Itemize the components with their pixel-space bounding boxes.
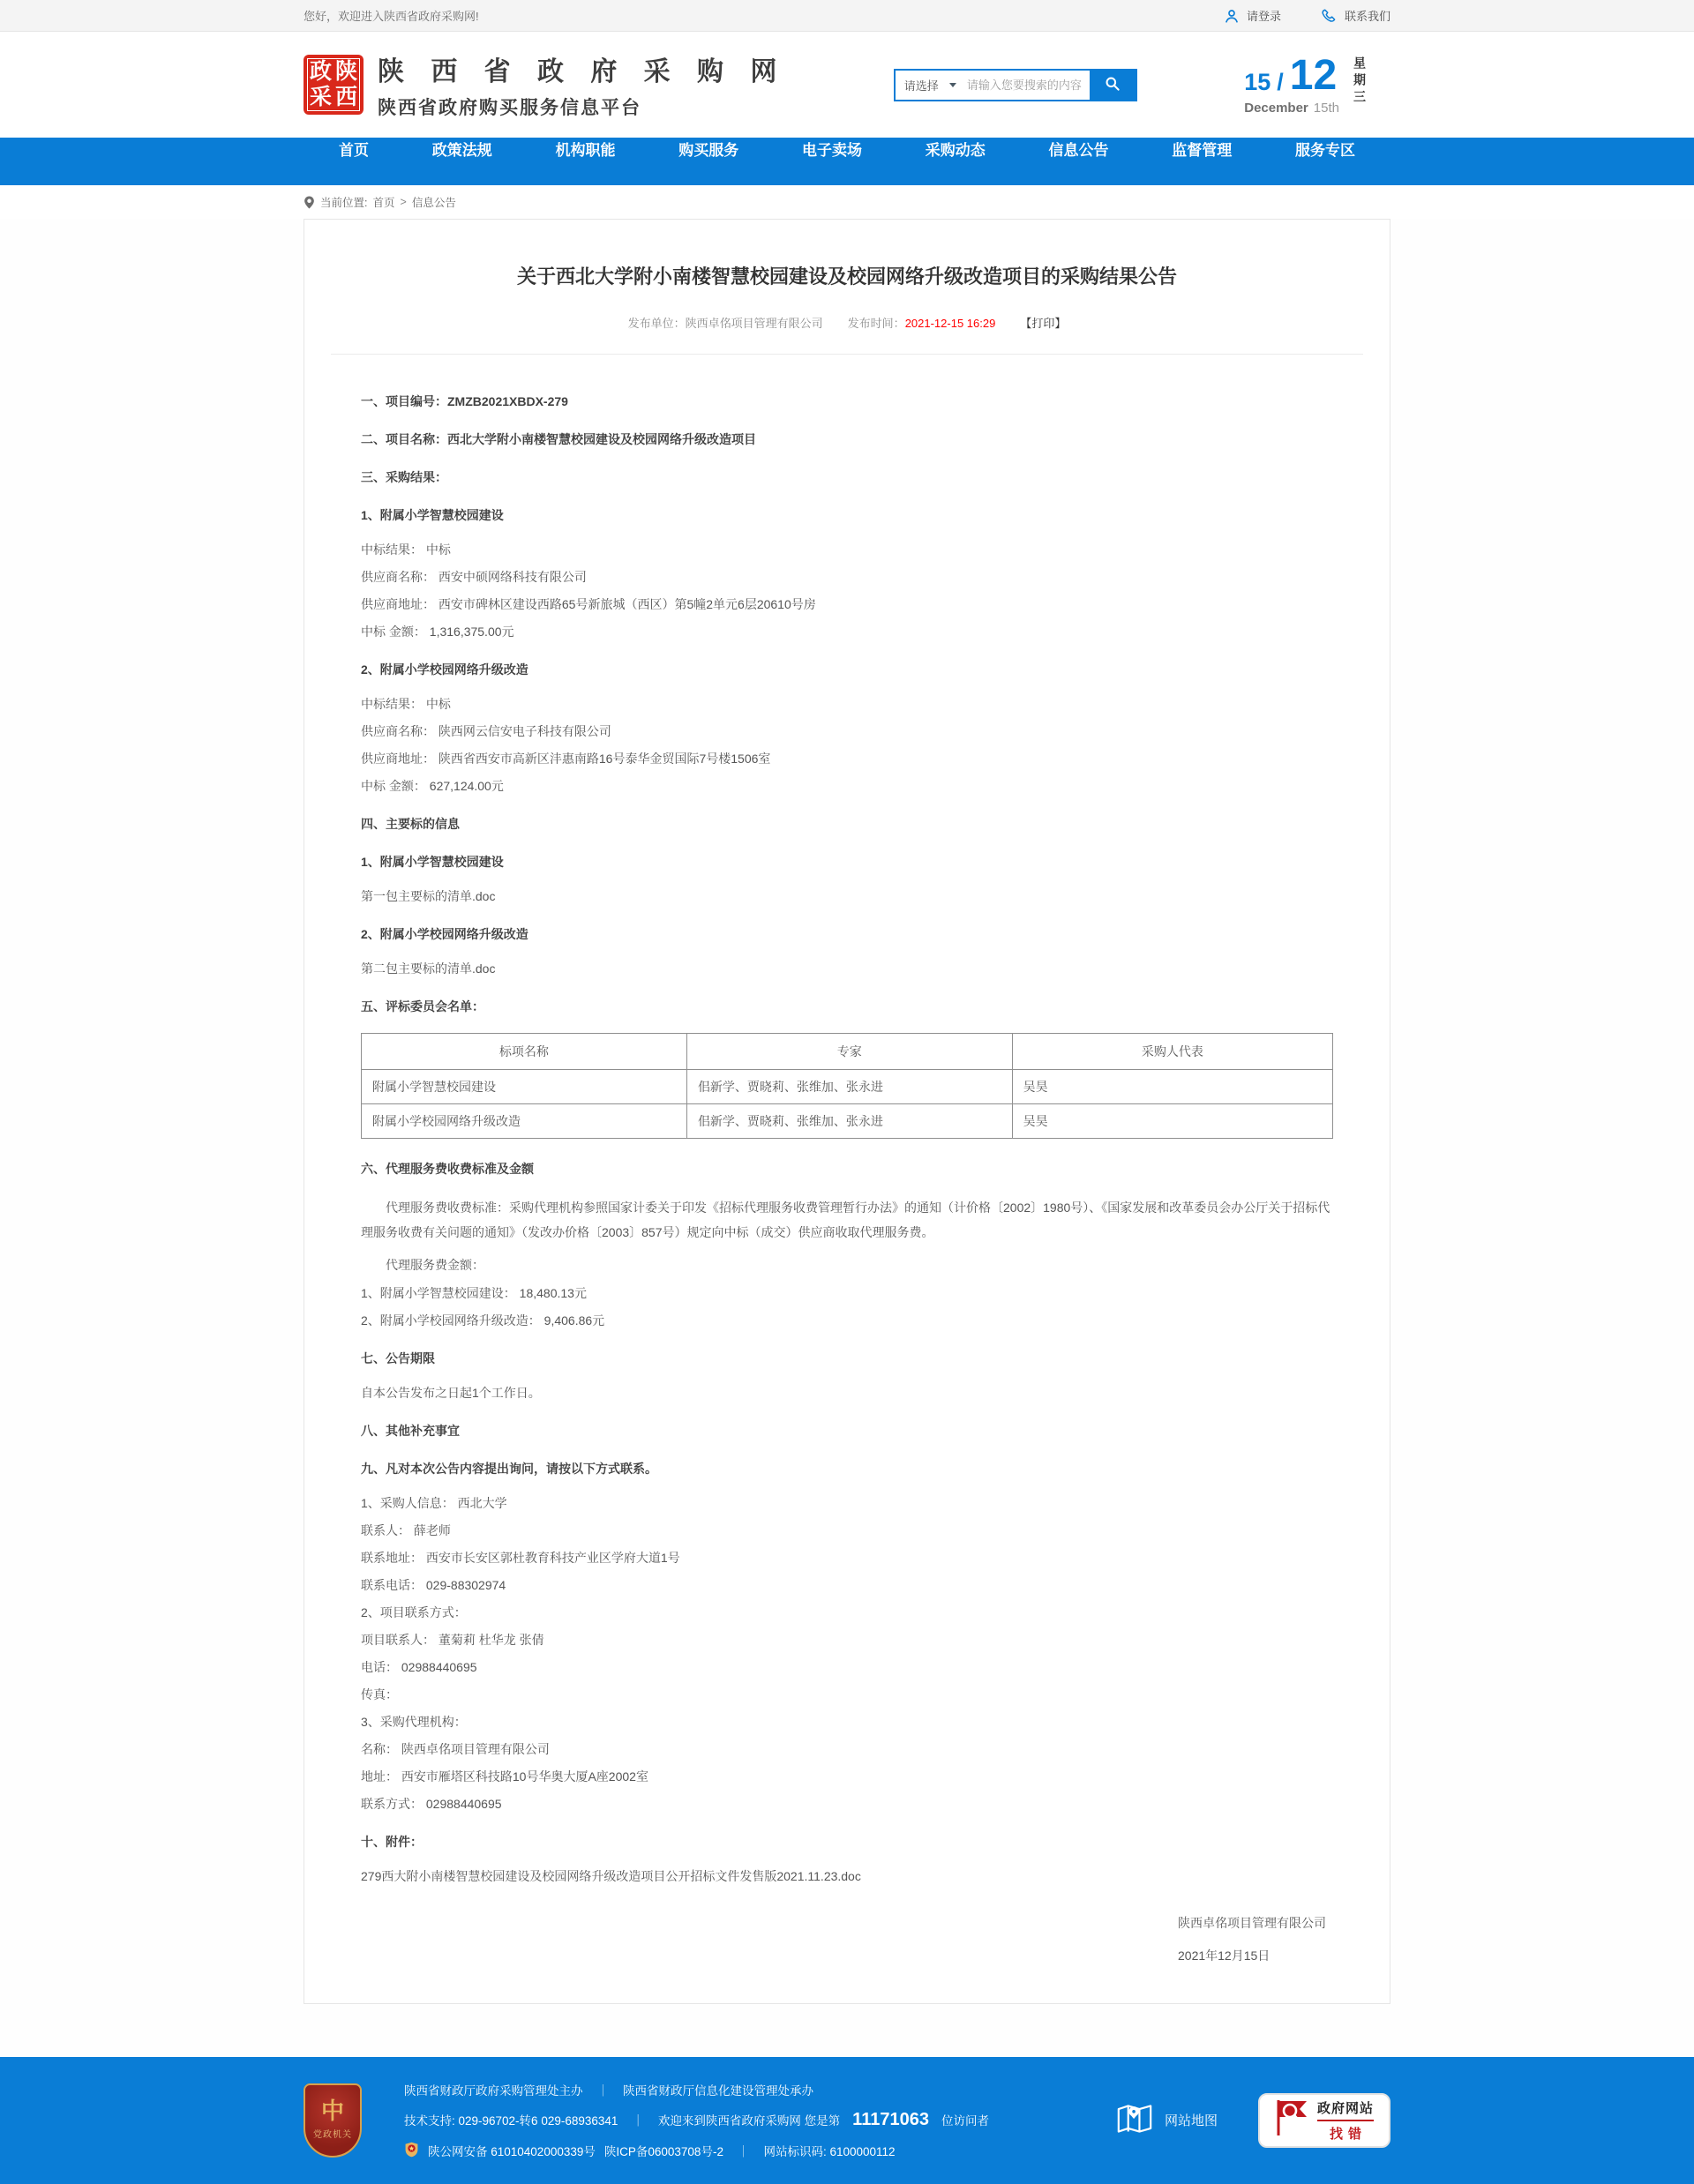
flag-magnifier-icon — [1275, 2098, 1310, 2142]
article-title: 关于西北大学附小南楼智慧校园建设及校园网络升级改造项目的采购结果公告 — [516, 266, 1177, 288]
table-header-cell: 采购人代表 — [1012, 1033, 1332, 1069]
table-row — [362, 1103, 1333, 1138]
site-error-report-badge[interactable] — [1258, 2093, 1390, 2148]
section-heading: 2、附属小学校园网络升级改造 — [361, 926, 528, 941]
nav-item-1[interactable]: 首页 — [339, 142, 369, 159]
content-line: 项目联系人： 董菊莉 杜华龙 张倩 — [361, 1632, 544, 1647]
breadcrumb-prefix: 当前位置: — [320, 197, 368, 209]
publisher-value: 陕西卓佲项目管理有限公司 — [685, 316, 823, 330]
content-line: 名称： 陕西卓佲项目管理有限公司 — [361, 1741, 550, 1756]
section-heading: 1、附属小学智慧校园建设 — [361, 507, 504, 522]
date-month: 12 — [1289, 51, 1338, 99]
breadcrumb-home[interactable]: 首页 — [372, 197, 395, 209]
print-button[interactable]: 【打印】 — [1020, 316, 1067, 330]
police-badge-icon — [404, 2142, 419, 2160]
content-line: 3、采购代理机构： — [361, 1714, 467, 1729]
contact-link[interactable] — [1322, 7, 1390, 24]
search-button[interactable] — [1090, 71, 1136, 100]
date-month-en: December — [1244, 100, 1308, 116]
brand — [304, 49, 786, 120]
content-line: 中标结果： 中标 — [361, 696, 451, 711]
content-line: 联系方式： 02988440695 — [361, 1796, 502, 1811]
meta-divider — [331, 354, 1363, 355]
footer-site-id: 网站标识码: 6100000112 — [763, 2145, 896, 2159]
section-heading: 六、代理服务费收费标准及金额 — [361, 1161, 534, 1176]
article-signature — [1178, 1914, 1326, 1964]
table-cell: 吴昊 — [1012, 1069, 1332, 1103]
user-icon — [1224, 8, 1240, 24]
table-header-row — [362, 1033, 1333, 1069]
publish-time-value: 2021-12-15 16:29 — [904, 316, 996, 330]
footer-sep: ｜ — [596, 2083, 609, 2098]
signature-date: 2021年12月15日 — [1178, 1948, 1270, 1963]
footer-line-1 — [404, 2081, 1115, 2098]
date-day: 15 — [1244, 68, 1271, 95]
site-title: 陕 西 省 政 府 采 购 网 — [378, 57, 787, 86]
signature-company: 陕西卓佲项目管理有限公司 — [1178, 1915, 1326, 1930]
footer-line-3 — [404, 2142, 1115, 2160]
content-line: 自本公告发布之日起1个工作日。 — [361, 1385, 541, 1400]
attachment-link[interactable]: 第二包主要标的清单.doc — [361, 961, 496, 976]
sitemap-label: 网站地图 — [1164, 2113, 1218, 2129]
gov-badge-label: 党政机关 — [313, 2130, 352, 2141]
search-box — [894, 69, 1137, 101]
content-line: 供应商名称： 陕西网云信安电子科技有限公司 — [361, 723, 611, 738]
footer-line-2 — [404, 2110, 1115, 2130]
attachment-link[interactable]: 第一包主要标的清单.doc — [361, 888, 496, 903]
table-row — [362, 1069, 1333, 1103]
content-line: 供应商名称： 西安中硕网络科技有限公司 — [361, 569, 587, 584]
date-slash: / — [1277, 68, 1284, 95]
login-label: 请登录 — [1246, 10, 1281, 23]
nav-item-5[interactable]: 电子卖场 — [802, 142, 862, 159]
content-line: 电话： 02988440695 — [361, 1659, 477, 1674]
content-line: 联系人： 薛老师 — [361, 1522, 451, 1537]
footer-visitor-suffix: 位访问者 — [941, 2114, 989, 2128]
map-icon — [1115, 2101, 1154, 2140]
footer-police-record: 陕公网安备 61010402000339号 — [428, 2145, 596, 2159]
content-line: 供应商地址： 西安市碑林区建设西路65号新旅城（西区）第5幢2单元6层20610号房 — [361, 596, 816, 611]
date-day-en: 15th — [1313, 100, 1339, 116]
article-content — [361, 393, 1333, 1884]
publisher-label: 发布单位： — [627, 316, 686, 330]
content-line: 2、项目联系方式： — [361, 1604, 467, 1619]
section-heading: 三、采购结果： — [361, 469, 447, 484]
section-heading: 1、附属小学智慧校园建设 — [361, 854, 504, 869]
table-cell: 附属小学智慧校园建设 — [362, 1069, 687, 1103]
content-line: 1、附属小学智慧校园建设： 18,480.13元 — [361, 1285, 587, 1300]
content-line: 地址： 西安市雁塔区科技路10号华奥大厦A座2002室 — [361, 1769, 648, 1784]
section-heading: 九、凡对本次公告内容提出询问，请按以下方式联系。 — [361, 1461, 657, 1476]
search-category-select[interactable] — [896, 71, 967, 100]
site-logo — [304, 55, 364, 115]
date-weekday: 星期三 — [1352, 56, 1367, 107]
phone-icon — [1322, 8, 1338, 24]
search-icon — [1104, 75, 1121, 94]
content-line: 联系电话： 029-88302974 — [361, 1577, 506, 1592]
logo-char-4: 西 — [334, 86, 357, 109]
logo-char-3: 采 — [309, 86, 332, 109]
logo-characters — [307, 58, 360, 111]
site-footer — [0, 2057, 1694, 2184]
welcome-text: 您好，欢迎进入陕西省政府采购网! — [304, 10, 479, 23]
breadcrumb — [0, 185, 1694, 219]
footer-icp-record: 陕ICP备06003708号-2 — [603, 2145, 723, 2159]
content-line: 代理服务费收费标准：采购代理机构参照国家计委关于印发《招标代理服务收费管理暂行办法》的通知（计价格〔2002〕1980号）、《国家发展和改革委员会办公厅关于招标代理服务收费有关问题的通知》（发改办价格〔2003〕857号）规定向中标（成交）供应商收取代理服务费。 — [361, 1200, 1330, 1239]
gov-emblem-glyph: 中 — [320, 2098, 344, 2125]
top-utility-bar — [0, 0, 1694, 32]
section-heading: 二、项目名称：西北大学附小南楼智慧校园建设及校园网络升级改造项目 — [361, 431, 756, 446]
section-heading: 四、主要标的信息 — [361, 816, 460, 831]
table-cell: 吴昊 — [1012, 1103, 1332, 1138]
footer-co-organizer: 陕西省财政厅信息化建设管理处承办 — [623, 2083, 813, 2098]
committee-table — [361, 1033, 1333, 1139]
main-area — [0, 219, 1694, 2057]
article-meta — [361, 314, 1333, 331]
content-line: 中标结果： 中标 — [361, 542, 451, 557]
date-widget — [1244, 51, 1390, 116]
section-heading: 八、其他补充事宜 — [361, 1423, 460, 1438]
content-line: 中标 金额： 627,124.00元 — [361, 778, 504, 793]
chevron-down-icon — [949, 83, 956, 87]
login-link[interactable] — [1224, 7, 1281, 24]
attachment-link[interactable]: 279西大附小南楼智慧校园建设及校园网络升级改造项目公开招标文件发售版2021.11.23.doc — [361, 1868, 861, 1883]
main-nav — [0, 138, 1694, 185]
section-heading: 七、公告期限 — [361, 1350, 435, 1365]
footer-sep: ｜ — [737, 2145, 750, 2159]
section-heading: 2、附属小学校园网络升级改造 — [361, 662, 528, 677]
section-heading: 五、评标委员会名单： — [361, 999, 484, 1013]
content-line: 2、附属小学校园网络升级改造： 9,406.86元 — [361, 1313, 605, 1328]
nav-item-2[interactable]: 政策法规 — [431, 142, 492, 159]
logo-char-2: 陕 — [334, 60, 357, 84]
nav-item-6[interactable]: 采购动态 — [925, 142, 986, 159]
main-nav-list — [304, 138, 1390, 160]
publish-time-label: 发布时间： — [847, 316, 905, 330]
breadcrumb-current: 信息公告 — [411, 197, 456, 209]
site-subtitle: 陕西省政府购买服务信息平台 — [378, 98, 641, 118]
site-header — [0, 32, 1694, 138]
search-select-label: 请选择 — [903, 79, 939, 93]
content-line: 传真： — [361, 1687, 398, 1702]
table-header-cell: 标项名称 — [362, 1033, 687, 1069]
content-line: 1、采购人信息： 西北大学 — [361, 1495, 507, 1510]
breadcrumb-separator: > — [400, 196, 407, 208]
footer-organizer: 陕西省财政厅政府采购管理处主办 — [404, 2083, 583, 2098]
table-header-cell: 专家 — [686, 1033, 1012, 1069]
nav-item-8[interactable]: 监督管理 — [1172, 142, 1233, 159]
table-cell: 附属小学校园网络升级改造 — [362, 1103, 687, 1138]
nav-item-4[interactable]: 购买服务 — [678, 142, 739, 159]
nav-item-3[interactable]: 机构职能 — [555, 142, 616, 159]
visitor-count: 11171063 — [852, 2109, 929, 2129]
section-heading: 一、项目编号：ZMZB2021XBDX-279 — [361, 393, 568, 408]
error-badge-line2: 找错 — [1329, 2126, 1367, 2142]
location-pin-icon — [304, 196, 315, 209]
contact-label: 联系我们 — [1344, 10, 1390, 23]
section-heading: 十、附件： — [361, 1834, 423, 1849]
content-line: 中标 金额： 1,316,375.00元 — [361, 624, 514, 639]
nav-item-9[interactable]: 服务专区 — [1295, 142, 1355, 159]
footer-info — [404, 2081, 1115, 2160]
gov-emblem-badge — [304, 2083, 362, 2158]
footer-visitor-prefix: 欢迎来到陕西省政府采购网 您是第 — [657, 2114, 841, 2128]
table-cell: 佀新学、贾晓莉、张维加、张永进 — [686, 1103, 1012, 1138]
logo-char-1: 政 — [309, 60, 332, 84]
sitemap-link[interactable] — [1115, 2101, 1218, 2140]
search-input[interactable] — [967, 71, 1090, 100]
content-line: 供应商地址： 陕西省西安市高新区沣惠南路16号泰华金贸国际7号楼1506室 — [361, 751, 771, 766]
content-line: 代理服务费金额： — [386, 1257, 484, 1272]
nav-item-7[interactable]: 信息公告 — [1048, 142, 1109, 159]
footer-sep: ｜ — [632, 2114, 644, 2128]
error-badge-line1: 政府网站 — [1317, 2098, 1374, 2121]
content-line: 联系地址： 西安市长安区郭杜教育科技产业区学府大道1号 — [361, 1550, 680, 1565]
article-box — [304, 219, 1390, 2004]
footer-tech-support: 技术支持: 029-96702-转6 029-68936341 — [404, 2114, 618, 2128]
table-cell: 佀新学、贾晓莉、张维加、张永进 — [686, 1069, 1012, 1103]
